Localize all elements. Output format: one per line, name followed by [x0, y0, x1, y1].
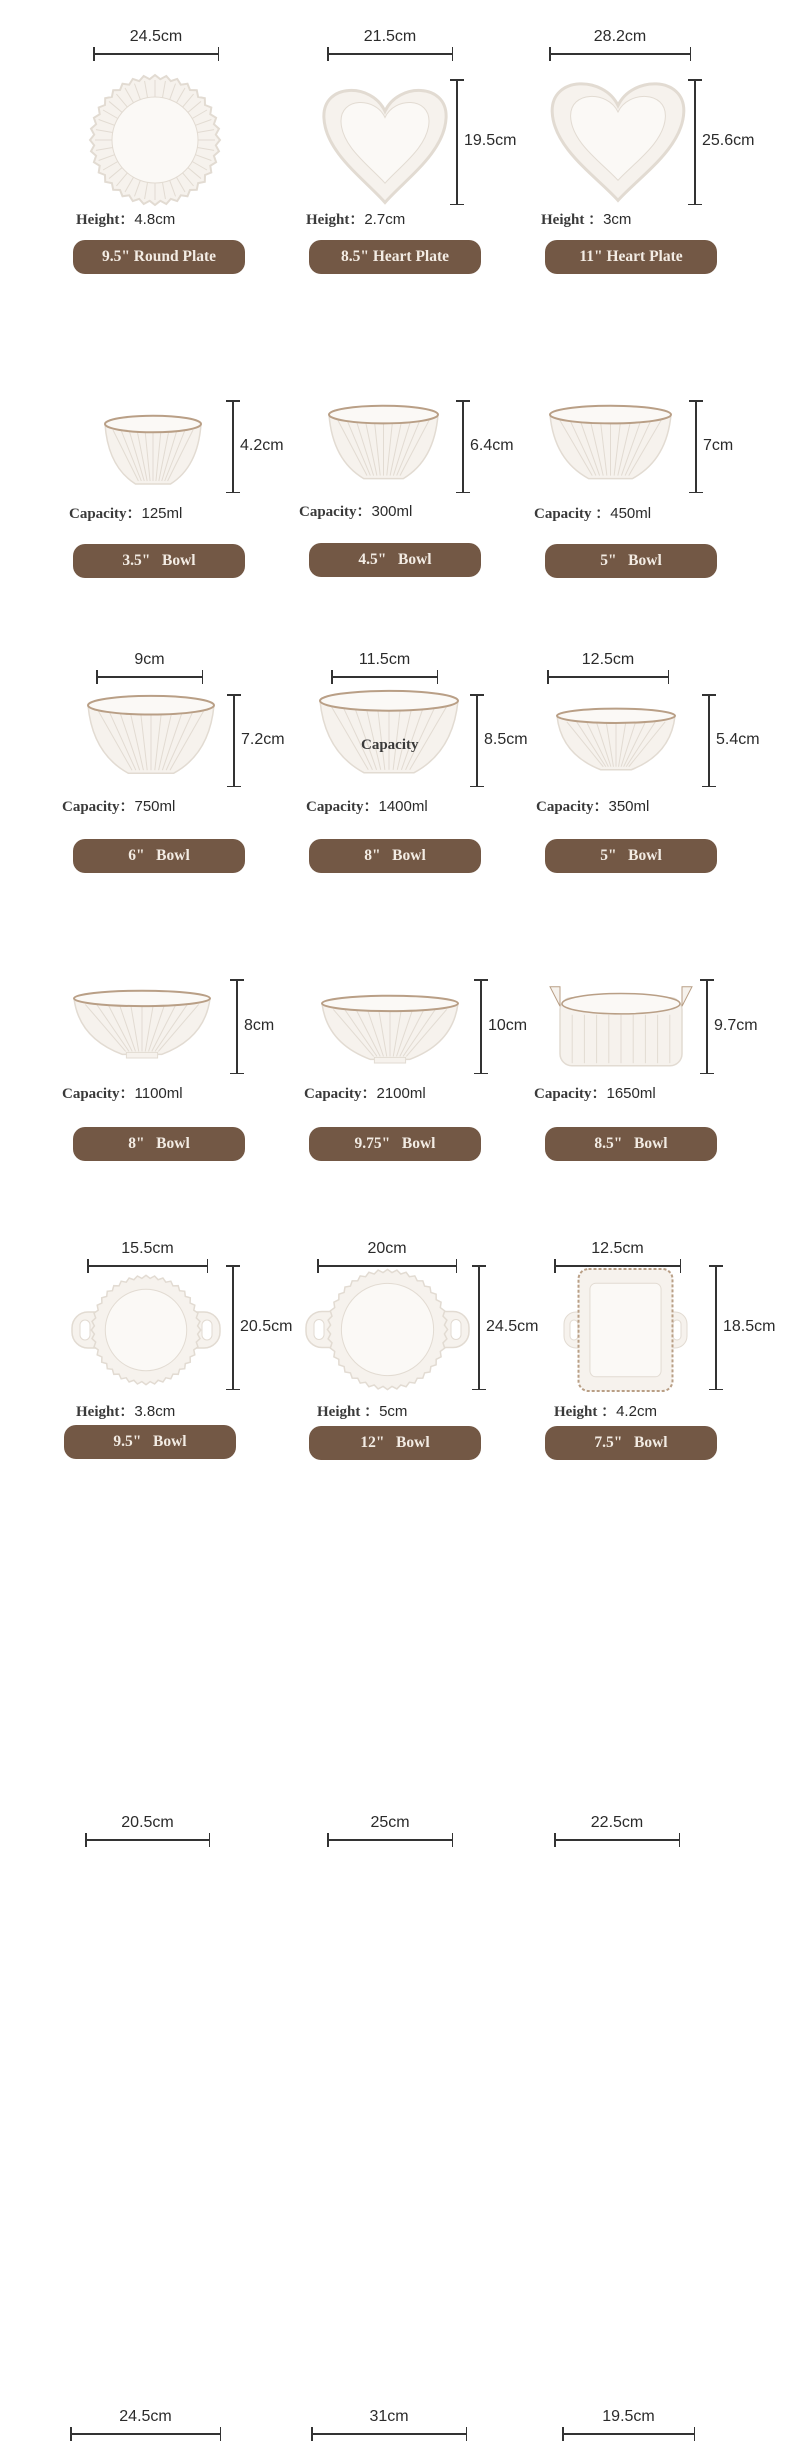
height-label: 8.5cm [484, 730, 528, 748]
height-label: 7.2cm [241, 730, 285, 748]
spec-label: Capacity： [304, 1086, 377, 1102]
spec-value: 5cm [379, 1403, 408, 1420]
width-label: 28.2cm [593, 28, 647, 45]
spec-line [76, 208, 175, 229]
bowl-deep-image [327, 405, 440, 485]
spec-line [299, 500, 412, 521]
bowl-shallow-image [555, 708, 677, 773]
spec-label: Capacity： [536, 799, 609, 815]
width-dimension-line [311, 2427, 467, 2441]
height-dimension-line [702, 694, 716, 787]
width-dimension-line [70, 2427, 221, 2441]
spec-value: 3.8cm [134, 1403, 176, 1420]
product-name-pill: 4.5" Bowl [309, 543, 481, 577]
spec-label: Height ： [317, 1404, 380, 1420]
height-dimension-line [450, 79, 464, 205]
height-label: 24.5cm [486, 1317, 539, 1335]
spec-value: 750ml [134, 798, 176, 815]
width-dimension-line [85, 1833, 210, 1847]
spec-label: Height ： [541, 212, 604, 228]
spec-value: 1400ml [378, 798, 428, 815]
height-dimension-line [472, 1265, 486, 1390]
spec-line [306, 208, 405, 229]
product-name-pill: 8" Bowl [73, 1127, 245, 1161]
bowl-deep-image [548, 405, 673, 485]
width-label: 9cm [134, 651, 165, 668]
product-name-pill: 3.5" Bowl [73, 544, 245, 578]
height-label: 10cm [488, 1016, 528, 1034]
height-dimension-line [689, 400, 703, 493]
width-label: 24.5cm [119, 2408, 172, 2425]
round-plate-image [90, 75, 220, 205]
spec-value: 450ml [610, 505, 652, 522]
product-name-pill: 8" Bowl [309, 839, 481, 873]
height-dimension-line [700, 979, 714, 1074]
spec-label: Height： [306, 212, 365, 228]
spec-value: 2100ml [376, 1085, 426, 1102]
square-handles-image [562, 1265, 689, 1395]
spec-label: Capacity ： [534, 506, 611, 522]
width-label: 25cm [370, 1814, 410, 1831]
product-name-pill: 8.5" Heart Plate [309, 240, 481, 274]
spec-line [69, 502, 182, 523]
height-label: 20.5cm [240, 1317, 293, 1335]
height-dimension-line [470, 694, 484, 787]
heart-image [548, 73, 688, 203]
spec-line [76, 1400, 175, 1421]
spec-label: Capacity： [306, 799, 379, 815]
spec-line [62, 795, 175, 816]
width-dimension-line [547, 670, 669, 684]
spec-value: 4.2cm [616, 1403, 657, 1420]
product-name-pill: 11" Heart Plate [545, 240, 717, 274]
bowl-small-image [103, 415, 203, 490]
width-label: 22.5cm [590, 1814, 644, 1831]
width-label: 12.5cm [591, 1240, 644, 1257]
spec-label: Capacity： [299, 504, 372, 520]
pot-handles-image [548, 985, 694, 1070]
spec-line [534, 502, 651, 523]
height-dimension-line [709, 1265, 723, 1390]
round-handles-image [304, 1262, 471, 1397]
spec-line [306, 795, 428, 816]
height-dimension-line [226, 400, 240, 493]
spec-value: 1650ml [606, 1085, 656, 1102]
spec-label: Capacity： [534, 1086, 607, 1102]
spec-line [317, 1400, 407, 1421]
height-label: 18.5cm [723, 1317, 776, 1335]
product-name-pill: 9.75" Bowl [309, 1127, 481, 1161]
height-label: 5.4cm [716, 730, 760, 748]
height-label: 6.4cm [470, 436, 514, 454]
height-dimension-line [230, 979, 244, 1074]
bowl-deep-image [86, 695, 216, 780]
product-name-pill: 12" Bowl [309, 1426, 481, 1460]
product-name-pill: 7.5" Bowl [545, 1426, 717, 1460]
width-label: 21.5cm [363, 28, 417, 45]
width-dimension-line [549, 47, 691, 61]
bowl-deep-image [318, 690, 460, 780]
spec-line [536, 795, 649, 816]
width-dimension-line [96, 670, 203, 684]
width-label: 20cm [367, 1240, 407, 1257]
spec-label: Capacity： [62, 1086, 135, 1102]
height-dimension-line [226, 1265, 240, 1390]
spec-label: Height： [76, 212, 135, 228]
product-name-pill: 6" Bowl [73, 839, 245, 873]
width-label: 15.5cm [121, 1240, 174, 1257]
height-label: 8cm [244, 1016, 275, 1034]
spec-value: 4.8cm [134, 211, 176, 228]
width-label: 24.5cm [129, 28, 183, 45]
height-dimension-line [474, 979, 488, 1074]
width-label: 11.5cm [358, 651, 411, 668]
height-dimension-line [456, 400, 470, 493]
spec-value: 125ml [141, 505, 183, 522]
capacity-overlay-text: Capacity [361, 737, 419, 753]
spec-line [541, 208, 631, 229]
spec-value: 1100ml [134, 1085, 183, 1102]
width-label: 19.5cm [602, 2408, 655, 2425]
spec-label: Height： [76, 1404, 135, 1420]
height-dimension-line [227, 694, 241, 787]
width-dimension-line [331, 670, 438, 684]
width-dimension-line [562, 2427, 695, 2441]
product-name-pill: 9.5" Bowl [64, 1425, 236, 1459]
product-name-pill: 5" Bowl [545, 544, 717, 578]
spec-value: 300ml [371, 503, 413, 520]
bowl-cone-image [320, 995, 460, 1065]
spec-line [62, 1082, 183, 1103]
spec-value: 350ml [608, 798, 650, 815]
width-label: 20.5cm [121, 1814, 174, 1831]
width-dimension-line [327, 1833, 453, 1847]
bowl-cone-image [72, 990, 212, 1060]
spec-line [304, 1082, 426, 1103]
spec-line [554, 1400, 657, 1421]
width-dimension-line [93, 47, 219, 61]
spec-label: Capacity： [62, 799, 135, 815]
height-label: 4.2cm [240, 436, 284, 454]
product-name-pill: 8.5" Bowl [545, 1127, 717, 1161]
height-dimension-line [688, 79, 702, 205]
width-label: 31cm [369, 2408, 409, 2425]
height-label: 7cm [703, 436, 734, 454]
spec-line [534, 1082, 656, 1103]
spec-value: 2.7cm [364, 211, 406, 228]
width-label: 12.5cm [581, 651, 635, 668]
height-label: 9.7cm [714, 1016, 758, 1034]
product-name-pill: 9.5" Round Plate [73, 240, 245, 274]
spec-value: 3cm [603, 211, 632, 228]
round-handles-image [70, 1265, 222, 1395]
product-name-pill: 5" Bowl [545, 839, 717, 873]
height-label: 19.5cm [464, 132, 517, 149]
width-dimension-line [327, 47, 453, 61]
spec-label: Height ： [554, 1404, 617, 1420]
heart-image [320, 80, 450, 205]
spec-label: Capacity： [69, 506, 142, 522]
width-dimension-line [554, 1833, 680, 1847]
height-label: 25.6cm [702, 132, 755, 149]
